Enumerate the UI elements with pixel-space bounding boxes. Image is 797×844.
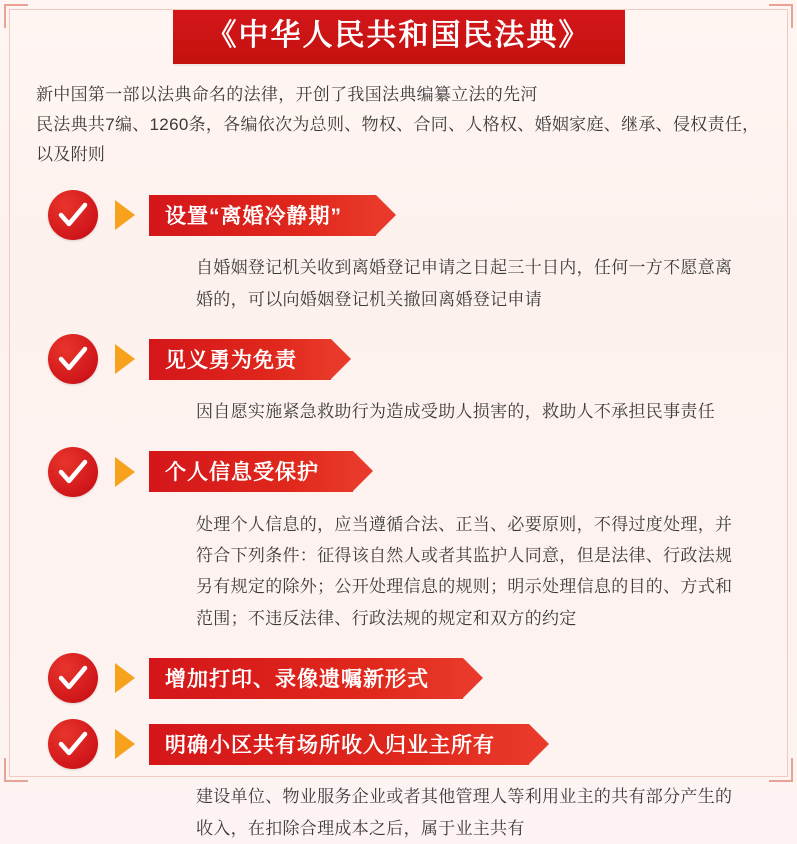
list-item-header (16, 444, 781, 500)
check-circle-icon (48, 447, 98, 497)
list-item-heading: 明确小区共有场所收入归业主所有 (149, 724, 529, 765)
intro-line-1: 新中国第一部以法典命名的法律，开创了我国法典编纂立法的先河 (36, 85, 538, 104)
check-circle-icon (48, 190, 98, 240)
list-item-body: 建设单位、物业服务企业或者其他管理人等利用业主的共有部分产生的收入，在扣除合理成本之后，属于业主共有 (196, 787, 733, 838)
list-item-heading: 个人信息受保护 (149, 451, 353, 492)
intro-block (36, 80, 761, 169)
check-circle-icon (48, 719, 98, 769)
list-item (16, 716, 781, 844)
arrow-right-icon (115, 729, 135, 759)
list-item-body: 因自愿实施紧急救助行为造成受助人损害的，救助人不承担民事责任 (196, 402, 715, 422)
highlight-list (16, 187, 781, 844)
arrow-right-icon (115, 457, 135, 487)
list-item (16, 650, 781, 706)
intro-line-2: 民法典共7编、1260条，各编依次为总则、物权、合同、人格权、婚姻家庭、继承、侵权责任，以及附则 (36, 114, 760, 164)
list-item-heading: 设置“离婚冷静期” (149, 195, 376, 236)
list-item (16, 331, 781, 427)
page-title: 《中华人民共和国民法典》 (173, 10, 625, 64)
list-item-body: 处理个人信息的，应当遵循合法、正当、必要原则，不得过度处理，并符合下列条件：征得该自然人或者其监护人同意，但是法律、行政法规另有规定的除外；公开处理信息的规则；明示处理信息的目的、方式和范围；不违反法律、行政法规的规定和双方的约定 (196, 514, 733, 628)
list-item-header (16, 331, 781, 387)
title-area (16, 0, 781, 64)
list-item-header (16, 716, 781, 772)
list-item (16, 187, 781, 315)
arrow-right-icon (115, 200, 135, 230)
list-item-header (16, 650, 781, 706)
list-item (16, 444, 781, 635)
list-item-heading: 增加打印、录像遗嘱新形式 (149, 658, 463, 699)
list-item-header (16, 187, 781, 243)
list-item-body: 自婚姻登记机关收到离婚登记申请之日起三十日内，任何一方不愿意离婚的，可以向婚姻登记机关撤回离婚登记申请 (196, 258, 733, 309)
arrow-right-icon (115, 663, 135, 693)
arrow-right-icon (115, 344, 135, 374)
list-item-heading: 见义勇为免责 (149, 339, 331, 380)
check-circle-icon (48, 334, 98, 384)
check-circle-icon (48, 653, 98, 703)
